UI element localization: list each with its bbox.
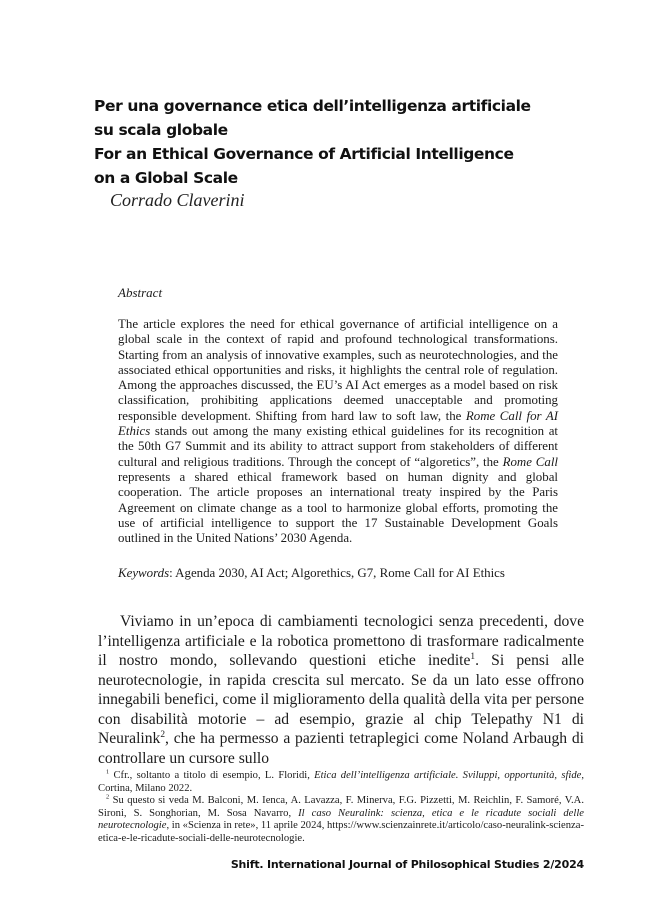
italian-title-line-1: Per una governance etica dell’intelligenza artificiale: [94, 97, 531, 115]
footnote-1: [98, 770, 584, 795]
footnote-ref-2[interactable]: 2: [160, 729, 166, 740]
article-titles: [94, 94, 594, 190]
footnote-2-part-1: Su questo si veda M. Balconi, M. Ienca, A. Lavazza, F. Minerva, F.G. Pizzetti, M. Reichlin, F. Samoré, V.A. Sironi, S. Songhorian, M. Sosa Navarro,: [98, 795, 584, 819]
journal-footer: Shift. International Journal of Philosophical Studies 2/2024: [230, 858, 584, 871]
footnote-ref-1[interactable]: 1: [470, 651, 476, 662]
footnote-1-part-2: , Cortina, Milano 2022.: [98, 770, 584, 794]
footnote-2-italic: Il caso Neuralink: scienza, etica e le ricadute sociali delle neurotecnologie: [98, 807, 584, 832]
abstract-italic-rome-call: Rome Call: [502, 454, 558, 469]
footnote-1-italic: Etica dell’intelligenza artificiale. Sviluppi, opportunità, sfide: [314, 770, 582, 781]
abstract-text: [118, 317, 558, 546]
footnote-2-part-2: , in «Scienza in rete», 11 aprile 2024, https://www.scienzainrete.it/articolo/caso-neuralink-scienza-etica-e-le-ricadute-sociali-delle-neurotecnologie.: [98, 820, 584, 844]
keywords-label: Keywords: [118, 566, 170, 580]
body-paragraph: [98, 612, 584, 768]
footnote-1-part-1: Cfr., soltanto a titolo di esempio, L. Floridi,: [109, 770, 315, 781]
english-title-line-1: For an Ethical Governance of Artificial Intelligence: [94, 145, 514, 163]
abstract-part-2: stands out among the many existing ethical guidelines for its recognition at the 50th G7 Summit and its ability to attract support from stakeholders of different cultural and religious traditions. Through the concept of “algoretics”, the: [118, 424, 558, 469]
abstract-italic-rome-call-for-ai-ethics: Rome Call for AI Ethics: [118, 408, 559, 439]
body-text: [98, 612, 584, 768]
footnote-1-marker: 1: [106, 768, 110, 776]
footnote-2: [98, 795, 584, 845]
author-name: Corrado Claverini: [110, 190, 245, 210]
abstract-heading: Abstract: [118, 285, 163, 300]
footnotes: [98, 770, 584, 846]
body-part-3: , che ha permesso a pazienti tetraplegici come Noland Arbaugh di controllare un cursore sullo: [98, 730, 584, 767]
keywords-text: : Agenda 2030, AI Act; Algorethics, G7, Rome Call for AI Ethics: [169, 566, 505, 580]
body-part-2: . Si pensi alle neurotecnologie, in rapida crescita sul mercato. Se da un lato esse offrono innegabili benefici, come il miglioramento della qualità della vita per persone con disabilità motorie – ad esempio, grazie al chip Telepathy N1 di Neuralink: [98, 652, 584, 747]
body-part-1: Viviamo in un’epoca di cambiamenti tecnologici senza precedenti, dove l’intelligenza artificiale e la robotica promettono di trasformare radicalmente il nostro mondo, sollevando questioni etiche inedite: [98, 613, 584, 669]
keywords: [118, 566, 578, 581]
footnote-2-marker: 2: [106, 793, 110, 801]
abstract-part-1: The article explores the need for ethical governance of artificial intelligence on a global scale in the context of rapid and profound technological transformations. Starting from an analysis of innovative examples, such as neurotechnologies, and the associated ethical opportunities and risks, it highlights the central role of regulation. Among the approaches discussed, the EU’s AI Act emerges as a model based on risk classification, prohibiting applications deemed unacceptable and promoting responsible development. Shifting from hard law to soft law, the: [118, 317, 558, 423]
italian-title-line-2: su scala globale: [94, 121, 228, 139]
abstract-part-3: represents a shared ethical framework based on human dignity and global cooperation. The article proposes an international treaty inspired by the Paris Agreement on climate change as a tool to harmonize global efforts, promoting the use of artificial intelligence to support the 17 Sustainable Development Goals outlined in the United Nations’ 2030 Agenda.: [118, 469, 558, 546]
english-title-line-2: on a Global Scale: [94, 169, 238, 187]
